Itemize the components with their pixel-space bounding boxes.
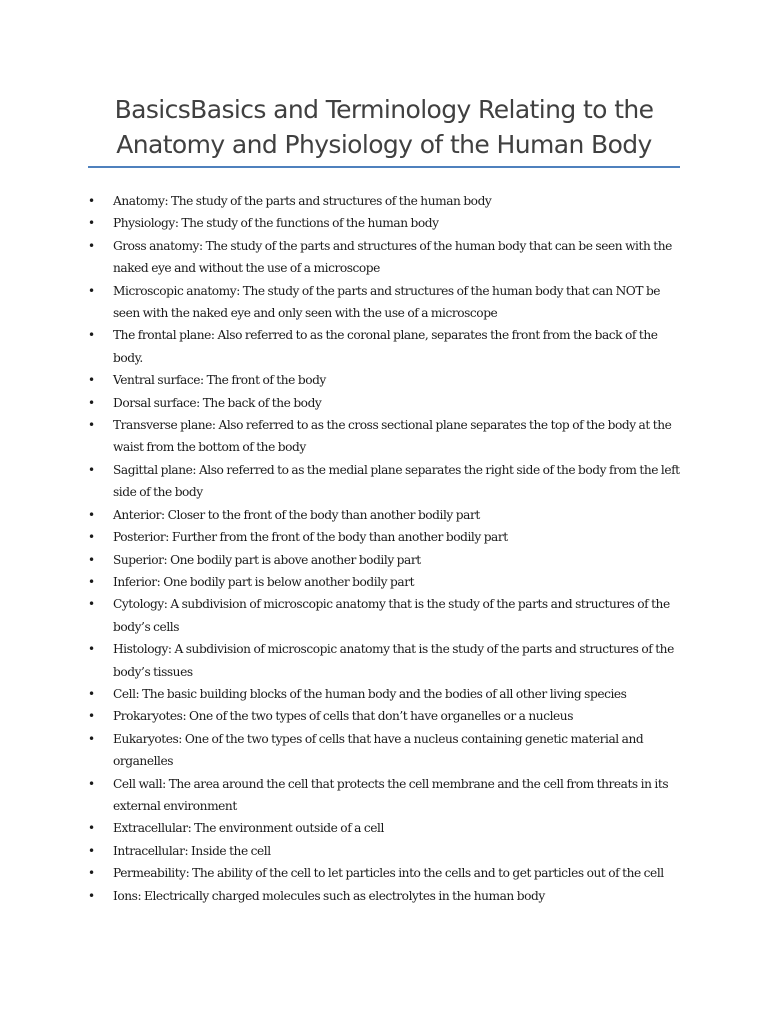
bullet-icon: • — [88, 283, 95, 298]
list-item-text: Physiology: The study of the functions of the human body — [113, 216, 439, 231]
bullet-icon: • — [88, 194, 95, 208]
list-item — [88, 638, 688, 683]
list-item-text: Prokaryotes: One of the two types of cells that don’t have organelles or a nucleus — [113, 709, 573, 724]
list-item — [88, 728, 688, 773]
list-item — [88, 324, 688, 369]
bullet-icon: • — [88, 776, 95, 791]
bullet-icon: • — [88, 216, 95, 231]
list-item-text: Transverse plane: Also referred to as the cross sectional plane separates the top of the body at the waist from the bottom of the body — [113, 418, 672, 455]
list-item-text: Permeability: The ability of the cell to let particles into the cells and to get particles out of the cell — [113, 866, 664, 881]
list-item — [88, 369, 688, 391]
bullet-icon: • — [88, 888, 95, 903]
list-item-text: Dorsal surface: The back of the body — [113, 395, 322, 410]
list-item-text: Anatomy: The study of the parts and structures of the human body — [113, 194, 492, 208]
list-item-text: The frontal plane: Also referred to as the coronal plane, separates the front from the back of the body. — [113, 328, 658, 365]
bullet-icon: • — [88, 418, 95, 433]
bullet-icon: • — [88, 731, 95, 746]
bullet-icon: • — [88, 597, 95, 612]
list-item — [88, 840, 688, 862]
bullet-icon: • — [88, 709, 95, 724]
bullet-icon: • — [88, 866, 95, 881]
list-item — [88, 773, 688, 818]
list-item — [88, 549, 688, 571]
list-item — [88, 414, 688, 459]
list-item — [88, 817, 688, 839]
list-item-text: Superior: One bodily part is above another bodily part — [113, 552, 421, 567]
list-item-text: Ventral surface: The front of the body — [113, 373, 326, 388]
title-underline — [88, 166, 680, 168]
list-item-text: Histology: A subdivision of microscopic anatomy that is the study of the parts and structures of the body’s tissues — [113, 642, 674, 679]
list-item — [88, 683, 688, 705]
page-title — [88, 92, 680, 162]
list-item-text: Microscopic anatomy: The study of the parts and structures of the human body that can NOT be seen with the naked eye and only seen with the use of a microscope — [113, 283, 661, 321]
list-item-text: Inferior: One bodily part is below another bodily part — [113, 574, 415, 589]
list-item — [88, 571, 688, 593]
list-item — [88, 280, 688, 325]
list-item — [88, 526, 688, 548]
list-item-text: Intracellular: Inside the cell — [113, 843, 271, 858]
list-item-text: Cell wall: The area around the cell that protects the cell membrane and the cell from threats in its external environment — [113, 776, 669, 813]
list-item-text: Eukaryotes: One of the two types of cells that have a nucleus containing genetic material and organelles — [113, 731, 644, 769]
list-item — [88, 862, 688, 884]
terminology-list — [88, 190, 688, 907]
bullet-icon: • — [88, 574, 95, 589]
list-item-text: Posterior: Further from the front of the body than another bodily part — [113, 530, 508, 545]
bullet-icon: • — [88, 328, 95, 343]
list-item — [88, 190, 688, 212]
title-line-2: Anatomy and Physiology of the Human Body — [116, 130, 652, 159]
list-item — [88, 705, 688, 727]
bullet-icon: • — [88, 530, 95, 545]
list-item-text: Ions: Electrically charged molecules such as electrolytes in the human body — [113, 888, 545, 903]
bullet-icon: • — [88, 373, 95, 388]
list-item-text: Extracellular: The environment outside of a cell — [113, 821, 384, 836]
bullet-icon: • — [88, 821, 95, 836]
bullet-icon: • — [88, 395, 95, 410]
list-item-text: Cell: The basic building blocks of the human body and the bodies of all other living species — [113, 686, 627, 701]
bullet-icon: • — [88, 843, 95, 858]
list-item — [88, 392, 688, 414]
list-item-text: Cytology: A subdivision of microscopic anatomy that is the study of the parts and structures of the body’s cells — [113, 597, 670, 634]
list-item — [88, 885, 688, 907]
bullet-icon: • — [88, 462, 95, 477]
bullet-icon: • — [88, 552, 95, 567]
list-item — [88, 504, 688, 526]
title-line-1: BasicsBasics and Terminology Relating to the — [114, 95, 654, 124]
list-item — [88, 459, 688, 504]
list-item — [88, 593, 688, 638]
list-item-text: Gross anatomy: The study of the parts and structures of the human body that can be seen with the naked eye and without the use of a microscope — [113, 238, 672, 276]
list-item-text: Sagittal plane: Also referred to as the medial plane separates the right side of the body from the left side of the body — [113, 462, 680, 500]
bullet-icon: • — [88, 642, 95, 657]
bullet-icon: • — [88, 507, 95, 522]
list-item — [88, 235, 688, 280]
list-item-text: Anterior: Closer to the front of the body than another bodily part — [113, 507, 480, 522]
bullet-icon: • — [88, 686, 95, 701]
bullet-icon: • — [88, 238, 95, 253]
list-item — [88, 212, 688, 234]
